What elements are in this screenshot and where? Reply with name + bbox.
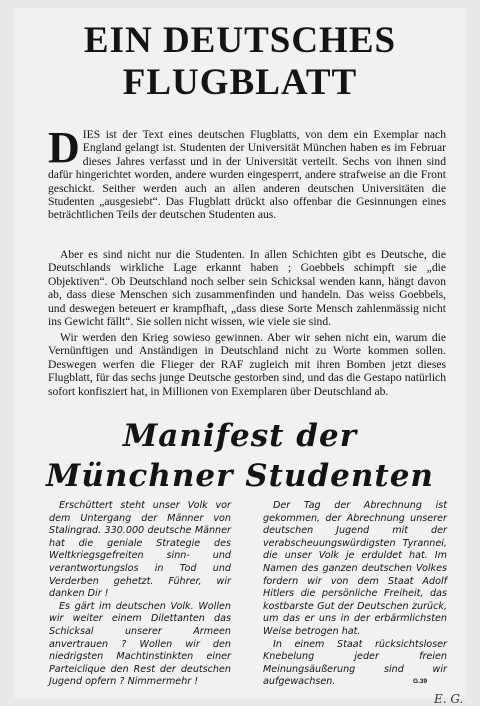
handwritten-mark: E. G. xyxy=(434,692,464,706)
manifest-left-paragraph-2: Es gärt im deutschen Volk. Wollen wir weiter einem Dilettanten das Schicksal unserer Armeen anvertrauen ? Wollen wir den niedrigsten Machtinstinkten einer Parteiclique den Rest der deutschen Jugend opfern ? Nimmermehr ! xyxy=(49,600,231,688)
manifest-column-left xyxy=(49,500,231,689)
manifest-right-paragraph-1: Der Tag der Abrechnung ist gekommen, der Abrechnung unserer deutschen Jugend mit der verabscheuungswürdigsten Tyrannei, die unser Volk je erduldet hat. Im Namen des ganzen deutschen Volkes fordern wir von dem Staat Adolf Hitlers die persönliche Freiheit, das kostbarste Gut der Deutschen zurück, um das er uns in der erbärmlichsten Weise betrogen hat. xyxy=(263,500,447,637)
drop-cap: D xyxy=(48,123,80,172)
leaflet-code: G.39 xyxy=(413,678,428,685)
manifest-right-paragraph-2: In einem Staat rücksichtsloser Knebelung jeder freien Meinungsäußerung sind wir aufgewachsen. xyxy=(263,638,447,688)
intro-paragraph-1-text: IES ist der Text eines deutschen Flugblatts, von dem ein Exemplar nach England gelangt ist. Studenten der Universität München haben es im Februar dieses Jahres verfasst und in der Universität verteilt. Sechs von ihnen sind dafür hingerichtet worden, andere wurden eingesperrt, andere strafweise an die Front geschickt. Seither werden auch an allen anderen deutschen Universitäten die Studenten „ausgesiebt“. Das Flugblatt drückt also offenbar die Gesinnungen eines beträchtlichen Teils der deutschen Studenten aus. xyxy=(48,128,446,222)
headline-line-1: EIN DEUTSCHES xyxy=(83,20,397,61)
manifest-title-line-1: Manifest der xyxy=(122,418,358,454)
manifest-left-paragraph-1: Erschüttert steht unser Volk vor dem Untergang der Männer von Stalingrad. 330.000 deutsche Männer hat die geniale Strategie des Weltkriegsgefreiten sinn- und verantwortungslos in Tod und Verderben gehetzt. Führer, wir danken Dir ! xyxy=(49,500,231,600)
intro-paragraph-2: Aber es sind nicht nur die Studenten. In allen Schichten gibt es Deutsche, die Deutschlands wirkliche Lage erkannt haben ; Goebbels schimpft sie „die Objektiven“. Ob Deutschland noch selber sein Schicksal wenden kann, hängt davon ab, dass diese Menschen sich zusammenfinden und handeln. Das weiss Goebbels, und deswegen beteuert er krampfhaft, „dass diese Sorte Mensch zahlenmässig nicht ins Gewicht fällt“. Sie sollen nicht wissen, wie viele sie sind. xyxy=(48,248,446,329)
manifest-column-right xyxy=(263,500,447,689)
intro-paragraph-3: Wir werden den Krieg sowieso gewinnen. Aber wir sehen nicht ein, warum die Vernünftigen und Anständigen in Deutschland nicht zu Worte kommen sollen. Deswegen werfen die Flieger der RAF zugleich mit ihren Bomben jetzt dieses Flugblatt, für das sechs junge Deutsche gestorben sind, und das die Gestapo natürlich sofort konfisziert hat, in Millionen von Exemplaren über Deutschland ab. xyxy=(48,331,446,398)
leaflet-page xyxy=(14,8,466,706)
headline-line-2: FLUGBLATT xyxy=(122,62,358,103)
intro-paragraph-1 xyxy=(48,123,446,222)
manifest-title-line-2: Münchner Studenten xyxy=(46,458,434,494)
